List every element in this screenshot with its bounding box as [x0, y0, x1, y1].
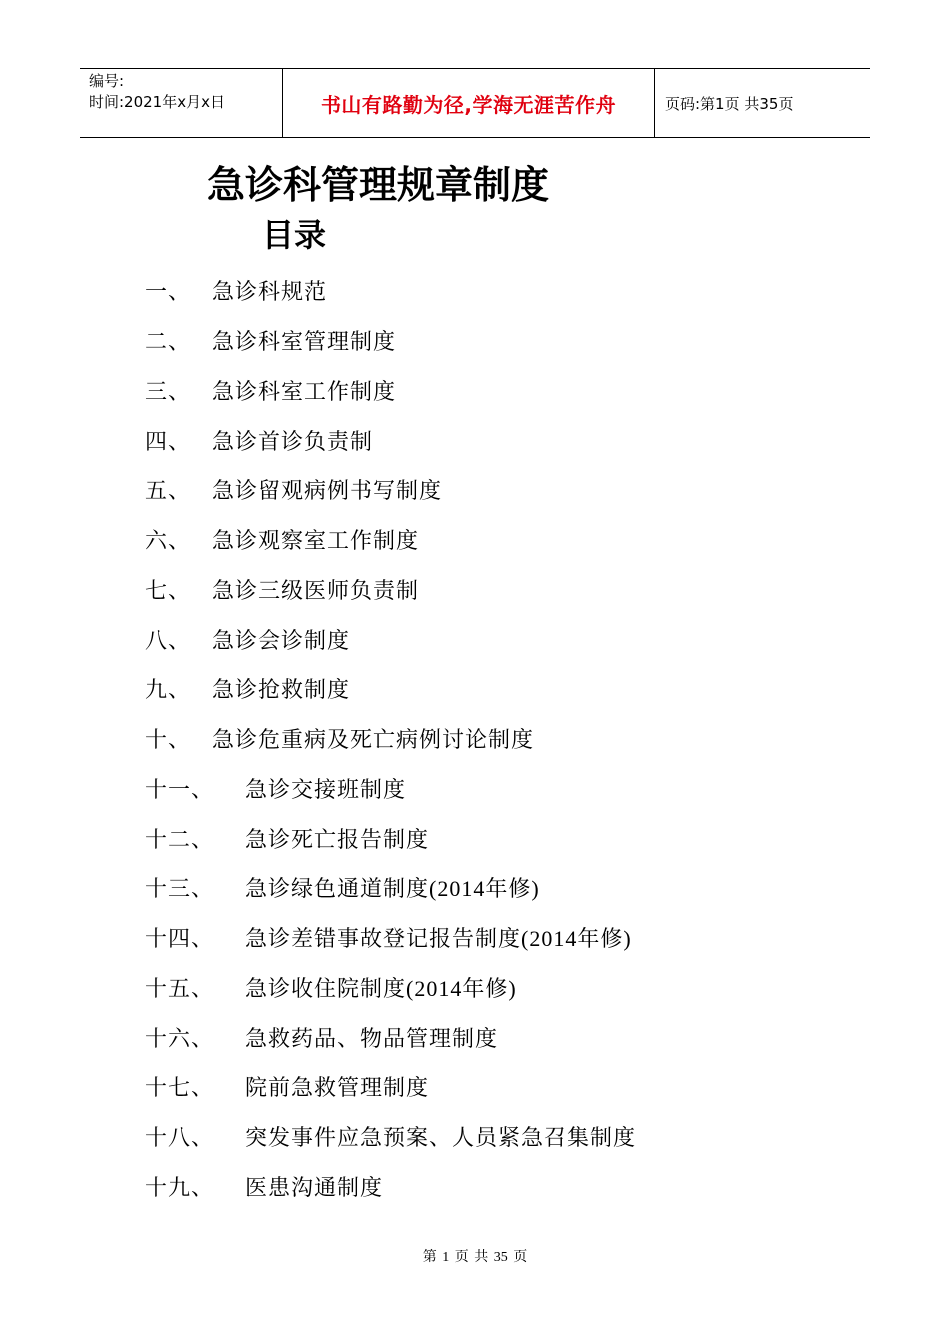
toc-item-number: 十六、: [145, 1025, 215, 1051]
toc-item-label: 急诊危重病及死亡病例讨论制度: [212, 727, 535, 753]
toc-item-label: 急诊科室工作制度: [212, 378, 397, 404]
toc-item-label: 急诊会诊制度: [212, 627, 351, 653]
toc-item-number: 一、: [145, 279, 192, 305]
toc-item-number: 七、: [145, 577, 192, 603]
header-motto: 书山有路勤为径,学海无涯苦作舟: [282, 69, 655, 137]
header-meta: [80, 69, 282, 137]
toc-heading: 目录: [262, 216, 327, 254]
toc-item-number: 十九、: [145, 1174, 215, 1200]
toc-item-number: 三、: [145, 378, 192, 404]
toc-item-label: 急诊绿色通道制度(2014年修): [245, 876, 540, 902]
toc-item[interactable]: [145, 465, 636, 515]
toc-item-label: 院前急救管理制度: [245, 1075, 430, 1101]
toc-item-label: 急诊差错事故登记报告制度(2014年修): [245, 926, 632, 952]
toc-item[interactable]: [145, 614, 636, 664]
toc-item-number: 二、: [145, 329, 192, 355]
toc-item[interactable]: [145, 316, 636, 366]
toc-item-label: 突发事件应急预案、人员紧急召集制度: [245, 1125, 637, 1151]
toc-item-number: 五、: [145, 478, 192, 504]
page-header: [80, 68, 870, 138]
toc-item[interactable]: [145, 1012, 636, 1062]
toc-item[interactable]: [145, 764, 636, 814]
toc-item[interactable]: [145, 714, 636, 764]
toc-item-label: 急诊三级医师负责制: [212, 577, 420, 603]
toc-item-number: 十四、: [145, 926, 215, 952]
toc-item-number: 十三、: [145, 876, 215, 902]
toc-item-number: 十一、: [145, 776, 215, 802]
toc-item-number: 四、: [145, 428, 192, 454]
number-label: 编号:: [89, 72, 125, 90]
toc-item-number: 十、: [145, 727, 192, 753]
toc-item[interactable]: [145, 565, 636, 615]
toc-item[interactable]: [145, 863, 636, 913]
toc-item[interactable]: [145, 515, 636, 565]
toc-item[interactable]: [145, 664, 636, 714]
toc-item[interactable]: [145, 1162, 636, 1212]
toc-item-label: 急诊观察室工作制度: [212, 528, 420, 554]
toc-item-label: 急诊科室管理制度: [212, 329, 397, 355]
toc-item-label: 急诊首诊负责制: [212, 428, 374, 454]
toc-item[interactable]: [145, 1062, 636, 1112]
page-footer: 第 1 页 共 35 页: [422, 1250, 528, 1265]
toc-item-number: 十八、: [145, 1125, 215, 1151]
toc-item[interactable]: [145, 366, 636, 416]
time-label: 时间:2021年x月x日: [89, 93, 225, 111]
toc-item-number: 十二、: [145, 826, 215, 852]
toc-item[interactable]: [145, 963, 636, 1013]
document-title: 急诊科管理规章制度: [207, 162, 550, 207]
toc-item-number: 十七、: [145, 1075, 215, 1101]
toc-item-label: 急诊死亡报告制度: [245, 826, 430, 852]
toc-item-number: 十五、: [145, 975, 215, 1001]
toc-item-label: 急救药品、物品管理制度: [245, 1025, 499, 1051]
toc-item-label: 急诊抢救制度: [212, 677, 351, 703]
toc-item-label: 急诊留观病例书写制度: [212, 478, 443, 504]
toc-item[interactable]: [145, 415, 636, 465]
toc-item[interactable]: [145, 266, 636, 316]
toc-item-label: 医患沟通制度: [245, 1174, 384, 1200]
toc-item-number: 六、: [145, 528, 192, 554]
toc-item-number: 九、: [145, 677, 192, 703]
table-of-contents: [145, 266, 636, 1211]
toc-item[interactable]: [145, 1112, 636, 1162]
header-page-info: 页码:第1页 共35页: [665, 94, 794, 113]
toc-item-number: 八、: [145, 627, 192, 653]
toc-item[interactable]: [145, 913, 636, 963]
toc-item-label: 急诊科规范: [212, 279, 328, 305]
toc-item-label: 急诊交接班制度: [245, 776, 407, 802]
toc-item-label: 急诊收住院制度(2014年修): [245, 975, 517, 1001]
toc-item[interactable]: [145, 813, 636, 863]
